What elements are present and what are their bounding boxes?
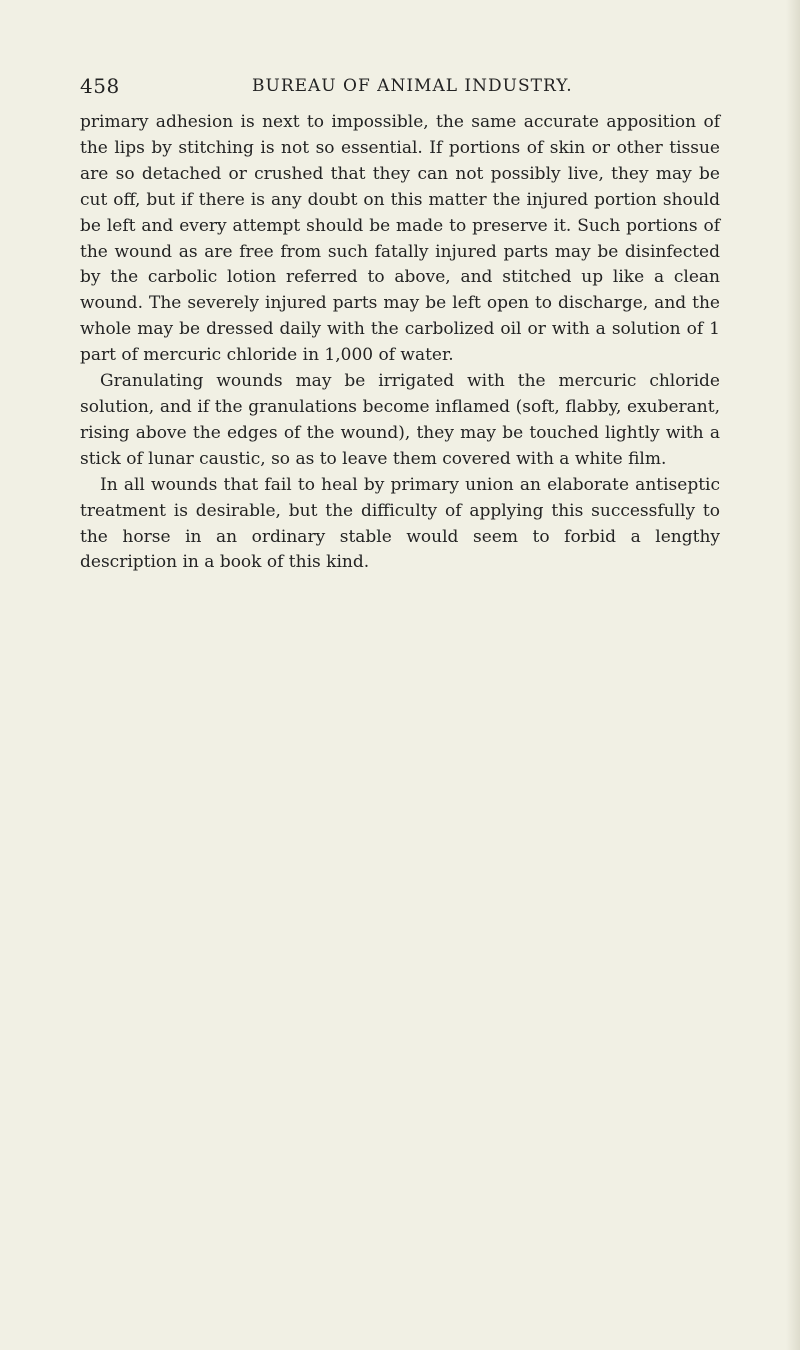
running-head bbox=[80, 72, 720, 104]
page-number: 458 bbox=[80, 74, 120, 98]
page-edge-shadow bbox=[786, 0, 800, 1350]
paragraph-granulating-wounds: Granulating wounds may be irrigated with the mercuric chloride solution, and if the granulations become inflamed (soft, flabby, exuberant, rising above the edges of the wound), they may be touched lightly with a stick of lunar caustic, so as to leave them covered with a white film. bbox=[80, 371, 720, 469]
paragraph-continued: primary adhesion is next to impossible, the same accurate apposition of the lips by stitching is not so essential. If portions of skin or other tissue are so detached or crushed that they can not possibly live, they may be cut off, but if there is any doubt on this matter the injured portion should be left and every attempt should be made to preserve it. Such portions of the wound as are free from such fatally injured parts may be disinfected by the carbolic lotion referred to above, and stitched up like a clean wound. The severely injured parts may be left open to discharge, and the whole may be dressed daily with the carbolized oil or with a solution of 1 part of mercuric chloride in 1,000 of water. bbox=[80, 112, 720, 366]
running-title: BUREAU OF ANIMAL INDUSTRY. bbox=[252, 76, 573, 96]
paragraph-antiseptic-treatment: In all wounds that fail to heal by primary union an elaborate antiseptic treatment is desirable, but the difficulty of applying this successfully to the horse in an ordinary stable would seem to forbid a lengthy description in a book of this kind. bbox=[80, 474, 720, 573]
body-text bbox=[80, 110, 720, 576]
